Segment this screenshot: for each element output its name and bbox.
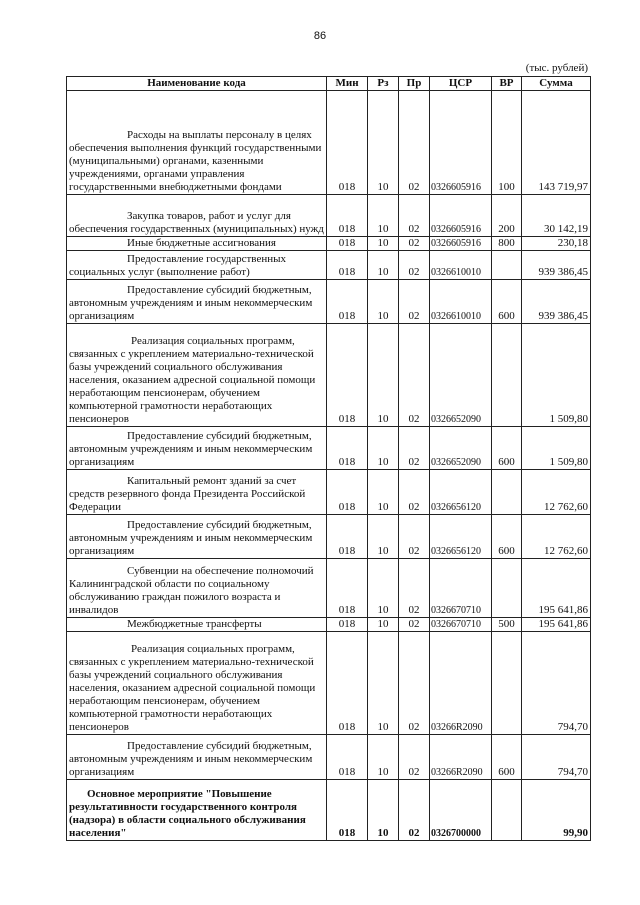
row-name: Капитальный ремонт зданий за счет средств резервного фонда Президента Российской Федерации — [69, 475, 306, 513]
row-pr: 02 — [399, 632, 430, 735]
column-header-vr: ВР — [492, 77, 522, 91]
column-header-pr: Пр — [399, 77, 430, 91]
row-sum: 1 509,80 — [522, 324, 591, 427]
row-name: Предоставление субсидий бюджетным, автономным учреждениям и иным некоммерческим организациям — [69, 430, 313, 468]
row-rz: 10 — [368, 91, 399, 195]
row-sum: 12 762,60 — [522, 470, 591, 515]
row-csr: 03266R2090 — [430, 632, 492, 735]
row-csr: 0326652090 — [430, 427, 492, 470]
row-vr — [492, 251, 522, 280]
row-name: Иные бюджетные ассигнования — [127, 237, 276, 249]
row-sum: 30 142,19 — [522, 195, 591, 237]
units-label: (тыс. рублей) — [525, 62, 588, 74]
table-header-row — [67, 77, 591, 91]
row-csr: 0326656120 — [430, 515, 492, 559]
row-rz: 10 — [368, 427, 399, 470]
table-row — [67, 427, 591, 470]
row-name: Закупка товаров, работ и услуг для обеспечения государственных (муниципальных) нужд — [69, 210, 324, 235]
row-name: Реализация социальных программ, связанных с укреплением материально-технической базы учреждений социального обслуживания населения, оказанием адресной социальной помощи неработающим пенсионерам, обучением компьютерной грамотности неработающих пенсионеров — [69, 335, 316, 425]
page-number: 86 — [313, 30, 327, 42]
row-rz: 10 — [368, 470, 399, 515]
row-sum: 99,90 — [522, 780, 591, 841]
row-csr: 0326670710 — [430, 618, 492, 632]
row-name: Основное мероприятие "Повышение результативности государственного контроля (надзора) в области социального обслуживания населения" — [69, 788, 306, 839]
column-header-sum: Сумма — [522, 77, 591, 91]
table-row — [67, 780, 591, 841]
row-pr: 02 — [399, 559, 430, 618]
row-csr: 0326605916 — [430, 237, 492, 251]
table-row — [67, 632, 591, 735]
row-csr: 0326652090 — [430, 324, 492, 427]
row-min: 018 — [327, 237, 368, 251]
row-rz: 10 — [368, 515, 399, 559]
table-row — [67, 515, 591, 559]
row-pr: 02 — [399, 324, 430, 427]
row-name: Реализация социальных программ, связанных с укреплением материально-технической базы учреждений социального обслуживания населения, оказанием адресной социальной помощи неработающим пенсионерам, обучением компьютерной грамотности неработающих пенсионеров — [69, 643, 316, 733]
row-pr: 02 — [399, 618, 430, 632]
row-pr: 02 — [399, 427, 430, 470]
row-min: 018 — [327, 632, 368, 735]
row-min: 018 — [327, 618, 368, 632]
row-rz: 10 — [368, 195, 399, 237]
row-pr: 02 — [399, 515, 430, 559]
row-vr — [492, 324, 522, 427]
row-sum: 195 641,86 — [522, 618, 591, 632]
row-rz: 10 — [368, 324, 399, 427]
row-rz: 10 — [368, 559, 399, 618]
row-vr — [492, 632, 522, 735]
row-csr: 0326656120 — [430, 470, 492, 515]
row-vr: 500 — [492, 618, 522, 632]
row-vr: 600 — [492, 515, 522, 559]
row-csr: 0326610010 — [430, 251, 492, 280]
row-vr: 200 — [492, 195, 522, 237]
table-row — [67, 91, 591, 195]
table-row — [67, 237, 591, 251]
table-row — [67, 280, 591, 324]
row-csr: 0326605916 — [430, 91, 492, 195]
row-pr: 02 — [399, 780, 430, 841]
row-min: 018 — [327, 559, 368, 618]
row-pr: 02 — [399, 470, 430, 515]
table-row — [67, 559, 591, 618]
row-name: Субвенции на обеспечение полномочий Калининградской области по социальному обслуживанию граждан пожилого возраста и инвалидов — [69, 565, 314, 616]
row-min: 018 — [327, 427, 368, 470]
row-sum: 12 762,60 — [522, 515, 591, 559]
budget-table — [66, 76, 591, 841]
table-row — [67, 735, 591, 780]
row-csr: 0326670710 — [430, 559, 492, 618]
row-csr: 0326610010 — [430, 280, 492, 324]
row-csr: 0326700000 — [430, 780, 492, 841]
table-row — [67, 195, 591, 237]
row-csr: 0326605916 — [430, 195, 492, 237]
row-name: Предоставление государственных социальных услуг (выполнение работ) — [69, 253, 286, 278]
row-vr — [492, 559, 522, 618]
row-vr — [492, 780, 522, 841]
row-vr — [492, 470, 522, 515]
row-vr: 100 — [492, 91, 522, 195]
row-vr: 600 — [492, 280, 522, 324]
column-header-csr: ЦСР — [430, 77, 492, 91]
table-row — [67, 251, 591, 280]
row-sum: 143 719,97 — [522, 91, 591, 195]
row-sum: 195 641,86 — [522, 559, 591, 618]
row-rz: 10 — [368, 632, 399, 735]
row-rz: 10 — [368, 618, 399, 632]
row-rz: 10 — [368, 237, 399, 251]
row-min: 018 — [327, 91, 368, 195]
table-row — [67, 470, 591, 515]
row-min: 018 — [327, 735, 368, 780]
row-name: Предоставление субсидий бюджетным, автономным учреждениям и иным некоммерческим организациям — [69, 284, 313, 322]
row-min: 018 — [327, 780, 368, 841]
table-row — [67, 618, 591, 632]
column-header-min: Мин — [327, 77, 368, 91]
row-min: 018 — [327, 470, 368, 515]
row-sum: 794,70 — [522, 632, 591, 735]
row-rz: 10 — [368, 251, 399, 280]
row-rz: 10 — [368, 280, 399, 324]
row-sum: 939 386,45 — [522, 280, 591, 324]
row-vr: 600 — [492, 735, 522, 780]
row-pr: 02 — [399, 280, 430, 324]
row-pr: 02 — [399, 251, 430, 280]
row-min: 018 — [327, 324, 368, 427]
row-min: 018 — [327, 280, 368, 324]
row-sum: 794,70 — [522, 735, 591, 780]
row-pr: 02 — [399, 237, 430, 251]
row-pr: 02 — [399, 195, 430, 237]
row-sum: 1 509,80 — [522, 427, 591, 470]
row-pr: 02 — [399, 735, 430, 780]
row-min: 018 — [327, 195, 368, 237]
row-rz: 10 — [368, 780, 399, 841]
column-header-rz: Рз — [368, 77, 399, 91]
row-pr: 02 — [399, 91, 430, 195]
row-vr: 800 — [492, 237, 522, 251]
row-rz: 10 — [368, 735, 399, 780]
row-name: Межбюджетные трансферты — [127, 618, 262, 630]
row-name: Расходы на выплаты персоналу в целях обеспечения выполнения функций государственными (муниципальными) органами, казенными учреждениями, органами управления государственными внебюджетными фондами — [69, 129, 322, 193]
row-name: Предоставление субсидий бюджетным, автономным учреждениям и иным некоммерческим организациям — [69, 519, 313, 557]
row-sum: 939 386,45 — [522, 251, 591, 280]
row-vr: 600 — [492, 427, 522, 470]
column-header-name: Наименование кода — [67, 77, 327, 91]
row-min: 018 — [327, 251, 368, 280]
row-min: 018 — [327, 515, 368, 559]
row-csr: 03266R2090 — [430, 735, 492, 780]
row-sum: 230,18 — [522, 237, 591, 251]
row-name: Предоставление субсидий бюджетным, автономным учреждениям и иным некоммерческим организациям — [69, 740, 313, 778]
table-row — [67, 324, 591, 427]
